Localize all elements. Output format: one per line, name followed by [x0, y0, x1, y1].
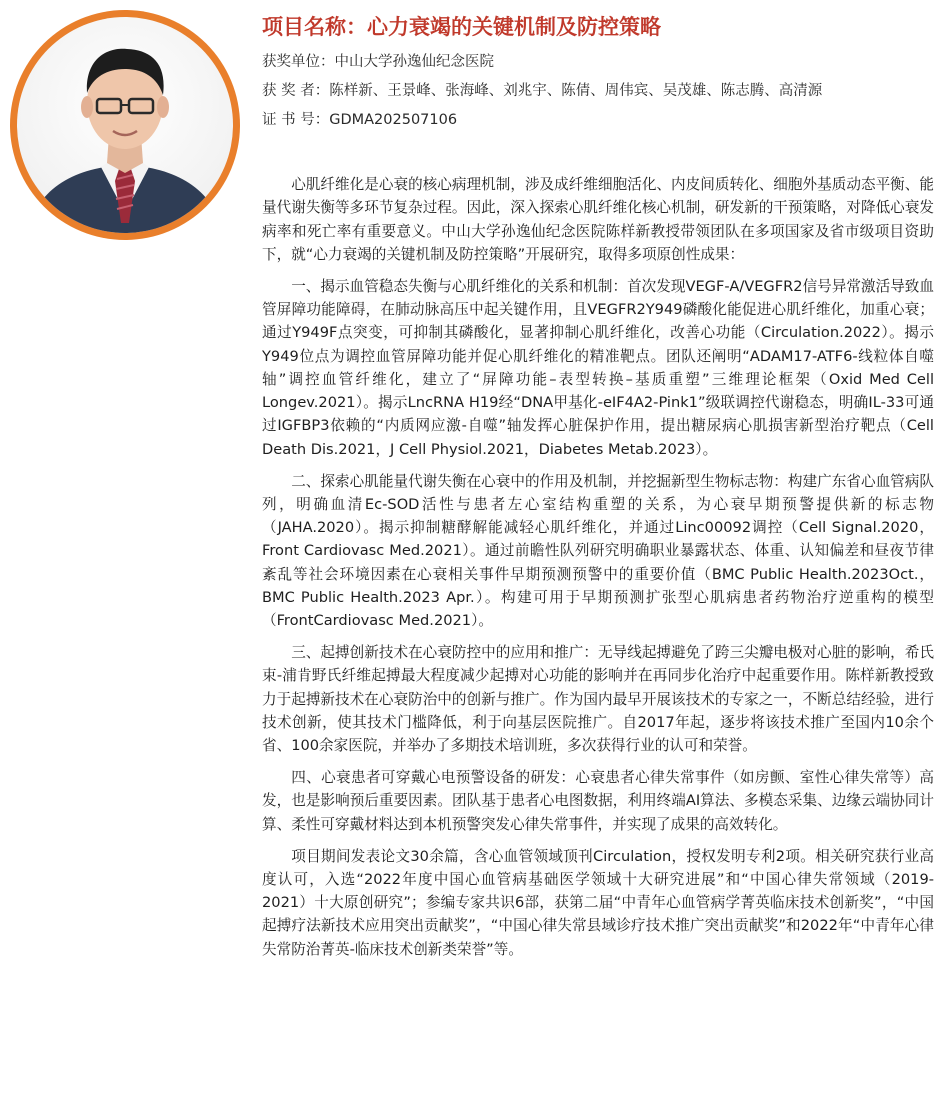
certificate-value: GDMA202507106 — [329, 112, 458, 128]
project-header — [262, 10, 942, 135]
award-winner-portrait — [10, 10, 240, 240]
paragraph-finding-1: 一、揭示血管稳态失衡与心肌纤维化的关系和机制：首次发现VEGF-A/VEGFR2信号异常激活导致血管屏障功能障碍，在肺动脉高压中起关键作用，且VEGFR2Y949磷酸化能促进心肌纤维化，加重心衰；通过Y949F点突变，可抑制其磷酸化，显著抑制心肌纤维化，改善心功能（Circulation.2022）。揭示Y949位点为调控血管屏障功能并促心肌纤维化的精准靶点。团队还阐明“ADAM17-ATF6-线粒体自噬轴”调控血管纤维化，建立了“屏障功能–表型转换–基质重塑”三维理论框架（Oxid Med Cell Longev.2021）。揭示LncRNA H19经“DNA甲基化-eIF4A2-Pink1”级联调控代谢稳态，明确IL-33可通过IGFBP3依赖的“内质网应激-自噬”轴发挥心脏保护作用，提出糖尿病心肌损害新型治疗靶点（Cell Death Dis.2021，J Cell Physiol.2021，Diabetes Metab.2023）。 — [262, 277, 934, 458]
winners-row — [262, 77, 942, 106]
project-title: 项目名称：心力衰竭的关键机制及防控策略 — [262, 15, 661, 39]
project-description — [262, 173, 934, 970]
award-unit-label: 获奖单位： — [262, 54, 335, 70]
winners-label: 获 奖 者： — [262, 83, 330, 99]
paragraph-finding-3: 三、起搏创新技术在心衰防控中的应用和推广：无导线起搏避免了跨三尖瓣电极对心脏的影响，希氏束-浦肯野氏纤维起搏最大程度减少起搏对心功能的影响并在再同步化治疗中起重要作用。陈样新教授致力于起搏新技术在心衰防治中的创新与推广。作为国内最早开展该技术的专家之一，不断总结经验，进行技术创新，使其技术门槛降低，利于向基层医院推广。自2017年起，逐步将该技术推广至国内10余个省、100余家医院，并举办了多期技术培训班，多次获得行业的认可和荣誉。 — [262, 644, 934, 755]
certificate-label: 证 书 号： — [262, 112, 330, 128]
winners-value: 陈样新、王景峰、张海峰、刘兆宇、陈倩、周伟宾、吴茂雄、陈志腾、高清源 — [329, 83, 823, 99]
award-unit-value: 中山大学孙逸仙纪念医院 — [334, 54, 494, 70]
certificate-row — [262, 106, 942, 135]
award-unit-row — [262, 48, 942, 77]
paragraph-summary: 项目期间发表论文30余篇，含心血管领域顶刊Circulation，授权发明专利2项。相关研究获行业高度认可，入选“2022年度中国心血管病基础医学领域十大研究进展”和“中国心律失常领域（2019-2021）十大原创研究”；参编专家共识6部，获第二届“中青年心血管病学菁英临床技术创新奖”，“中国起搏疗法新技术应用突出贡献奖”，“中国心律失常县域诊疗技术推广突出贡献奖”和2022年“中青年心律失常防治菁英-临床技术创新类荣誉”等。 — [262, 847, 934, 958]
person-portrait-icon — [17, 17, 233, 233]
paragraph-intro: 心肌纤维化是心衰的核心病理机制，涉及成纤维细胞活化、内皮间质转化、细胞外基质动态平衡、能量代谢失衡等多环节复杂过程。因此，深入探索心肌纤维化核心机制，研发新的干预策略，对降低心衰发病率和死亡率有重要意义。中山大学孙逸仙纪念医院陈样新教授带领团队在多项国家及省市级项目资助下，就“心力衰竭的关键机制及防控策略”开展研究，取得多项原创性成果： — [262, 176, 934, 263]
paragraph-finding-2: 二、探索心肌能量代谢失衡在心衰中的作用及机制，并挖掘新型生物标志物：构建广东省心血管病队列，明确血清Ec-SOD活性与患者左心室结构重塑的关系，为心衰早期预警提供新的标志物（JAHA.2020）。揭示抑制糖酵解能减轻心肌纤维化，并通过Linc00092调控（Cell Signal.2020，Front Cardiovasc Med.2021）。通过前瞻性队列研究明确职业暴露状态、体重、认知偏差和昼夜节律紊乱等社会环境因素在心衰相关事件早期预测预警中的重要价值（BMC Public Health.2023Oct.，BMC Public Health.2023 Apr.）。构建可用于早期预测扩张型心肌病患者药物治疗逆重构的模型（FrontCardiovasc Med.2021）。 — [262, 472, 934, 630]
paragraph-finding-4: 四、心衰患者可穿戴心电预警设备的研发：心衰患者心律失常事件（如房颤、室性心律失常等）高发，也是影响预后重要因素。团队基于患者心电图数据，利用终端AI算法、多模态采集、边缘云端协同计算、柔性可穿戴材料达到本机预警突发心律失常事件，并实现了成果的高效转化。 — [262, 769, 934, 833]
